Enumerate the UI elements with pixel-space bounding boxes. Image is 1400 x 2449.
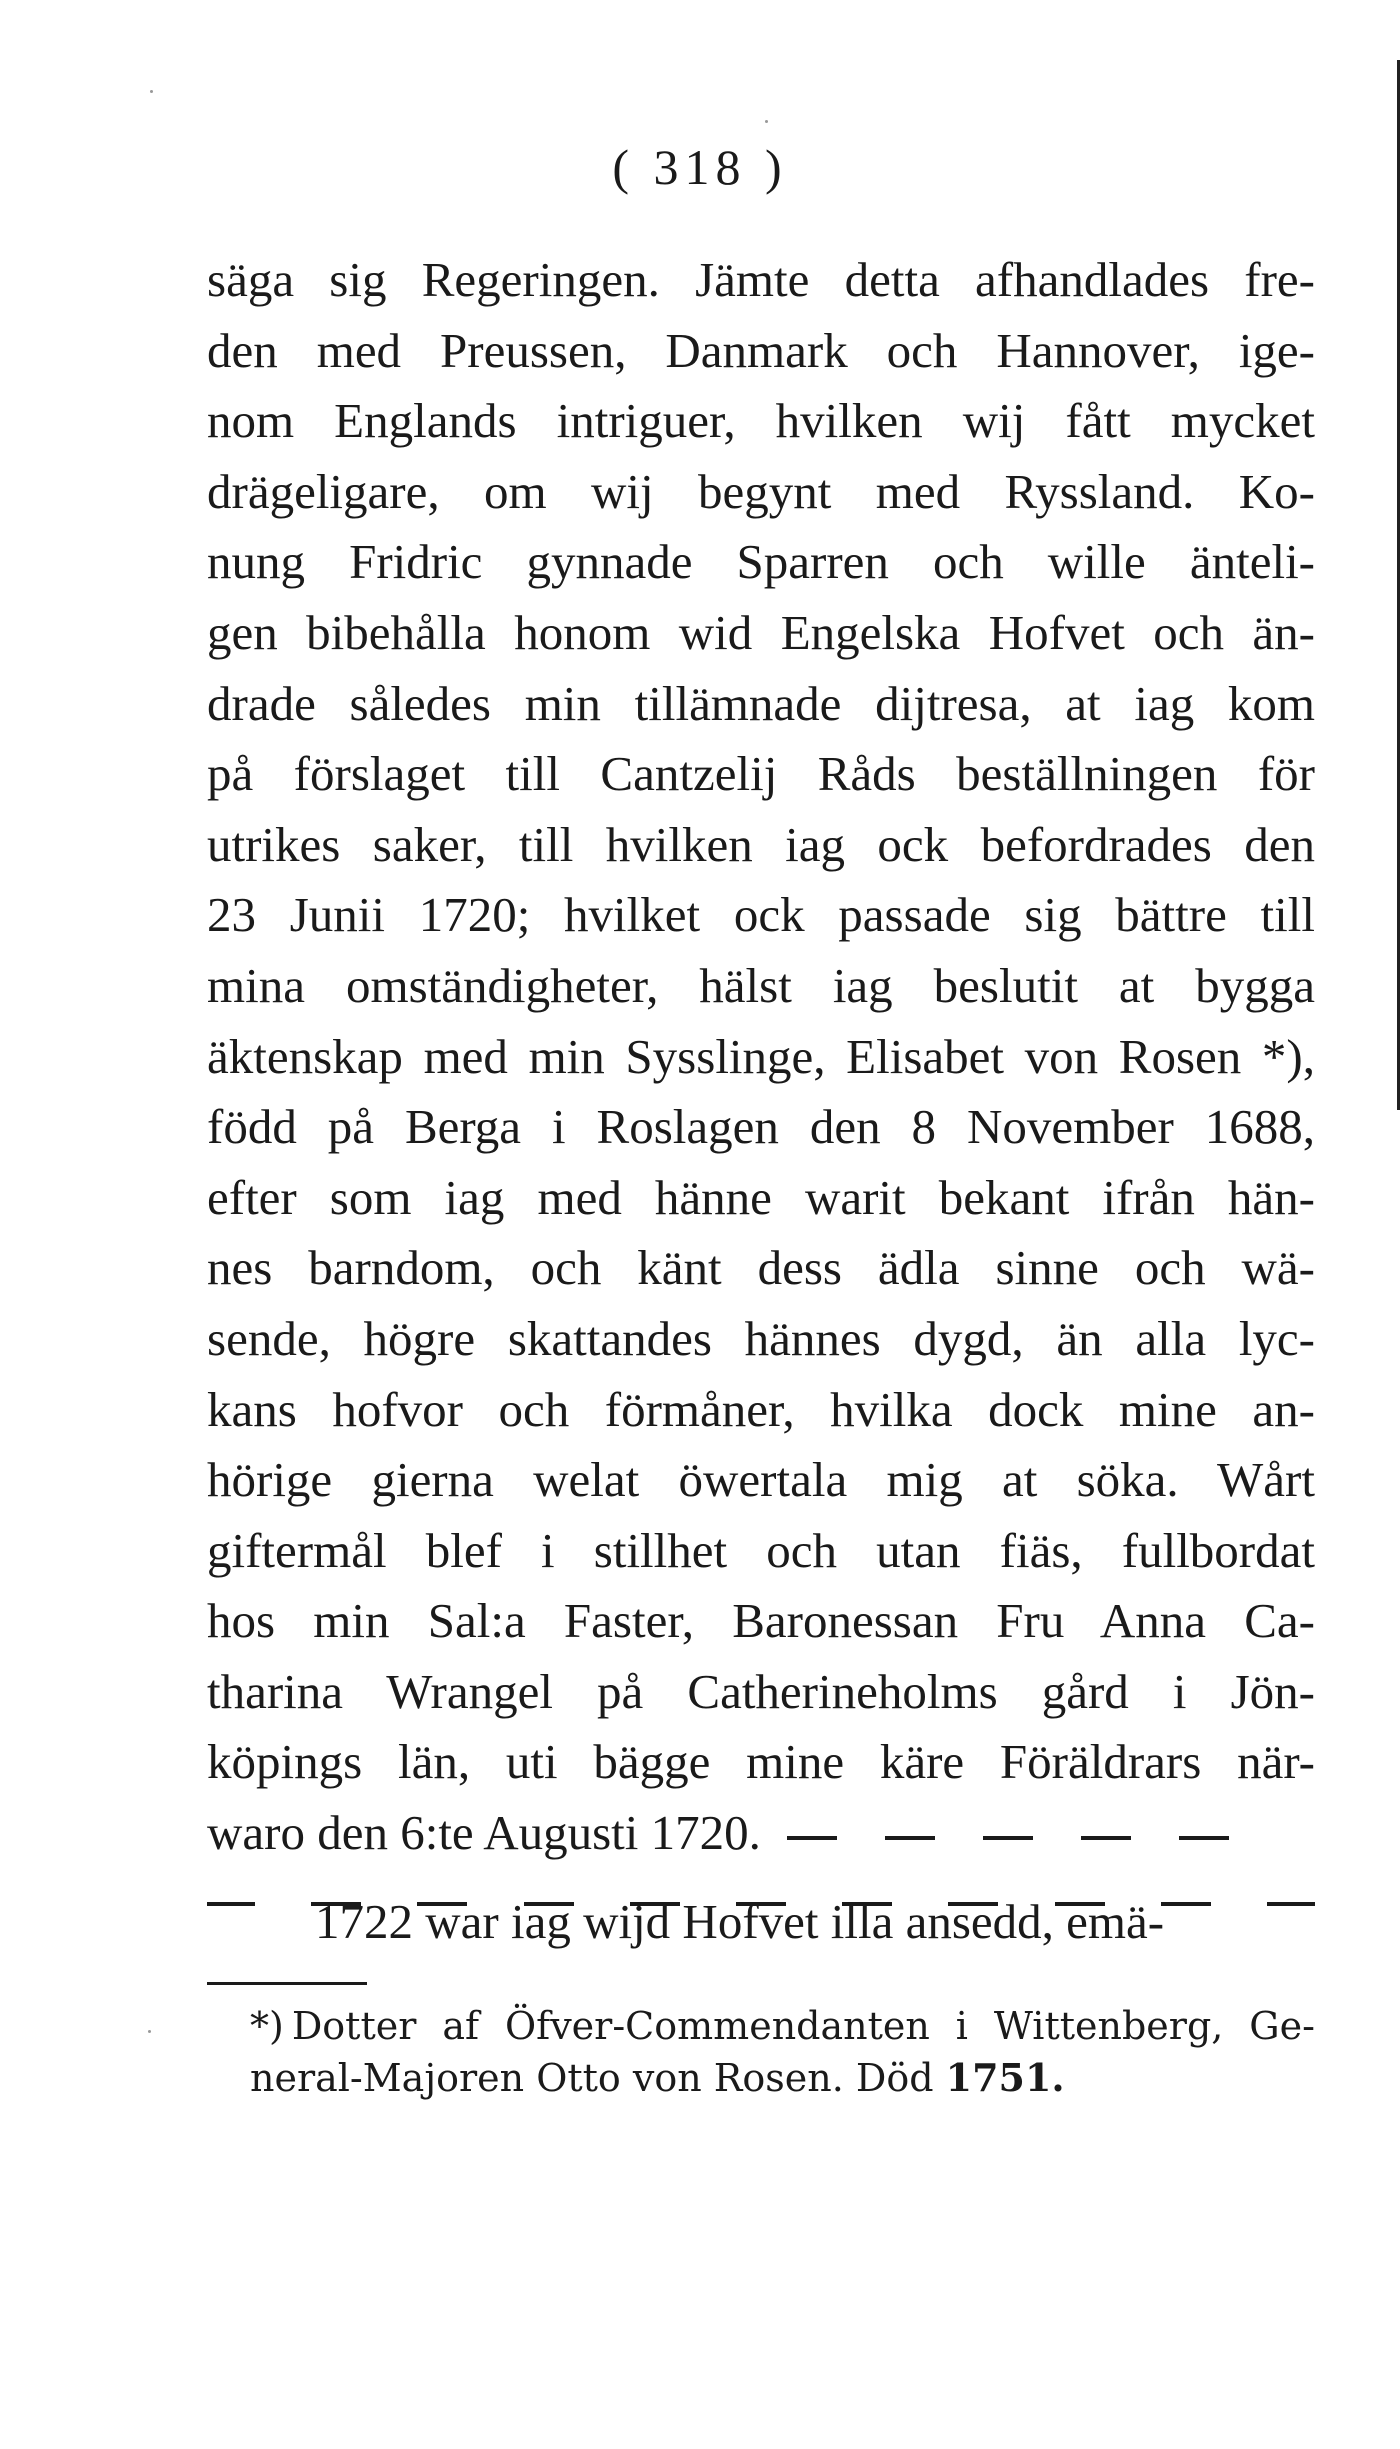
paper-speck [148, 2030, 151, 2033]
footnote-text: neral-Majoren Otto von Rosen. Död [250, 2056, 934, 2100]
text-line: säga sig Regeringen. Jämte detta afhandlades fre- [207, 252, 1315, 307]
second-paragraph [207, 1887, 1315, 1958]
text-line: tharina Wrangel på Catherineholms gård i Jön- [207, 1663, 1315, 1719]
text-line: utrikes saker, till hvilken iag ock befordrades den [207, 816, 1315, 872]
text-line: nom Englands intriguer, hvilken wij fått mycket [207, 393, 1315, 449]
text-line: nung Fridric gynnade Sparren och wille änteli- [207, 534, 1315, 590]
text-line: på förslaget till Cantzelij Råds beställningen för [207, 746, 1315, 802]
text-line: 1722 war iag wijd Hofvet illa ansedd, emä- [315, 1894, 1165, 1949]
footnote-line [250, 2052, 1315, 2104]
text-line: drägeligare, om wij begynt med Ryssland. Ko- [207, 463, 1315, 519]
text-line: efter som iag med hänne warit bekant ifrån hän- [207, 1169, 1315, 1225]
text-line: drade således min tillämnade dijtresa, at iag kom [207, 675, 1315, 731]
text-line: äktenskap med min Sysslinge, Elisabet von Rosen *), [207, 1028, 1315, 1084]
text-line: hos min Sal:a Faster, Baronessan Fru Anna Ca- [207, 1593, 1315, 1649]
paper-speck [150, 90, 153, 93]
text-line: mina omständigheter, hälst iag beslutit at bygga [207, 957, 1315, 1013]
text-line: köpings län, uti bägge mine käre Föräldrars när- [207, 1734, 1315, 1790]
text-line: giftermål blef i stillhet och utan fiäs, fullbordat [207, 1522, 1315, 1578]
footnote-marker: *) [250, 2004, 284, 2048]
text-line: sende, högre skattandes hännes dygd, än alla lyc- [207, 1310, 1315, 1366]
footnote-line [250, 2000, 1315, 2052]
dash-ornament [787, 1836, 1229, 1840]
text-line: gen bibehålla honom wid Engelska Hofvet och än- [207, 604, 1315, 660]
paper-speck [765, 120, 768, 123]
text-line: född på Berga i Roslagen den 8 November 1688, [207, 1099, 1315, 1155]
closing-text: waro den 6:te Augusti 1720. [207, 1805, 761, 1861]
page-number-header: ( 318 ) [612, 139, 788, 195]
text-line-last [207, 1798, 1315, 1869]
footnote [250, 2000, 1315, 2104]
text-line: nes barndom, och känt dess ädla sinne och wä- [207, 1240, 1315, 1296]
text-line: hörige gierna welat öwertala mig at söka. Wårt [207, 1452, 1315, 1508]
footnote-rule [207, 1982, 367, 1985]
footnote-year: 1751. [945, 2055, 1065, 2100]
main-paragraph [207, 245, 1315, 1939]
text-line: den med Preussen, Danmark och Hannover, ige- [207, 322, 1315, 378]
footnote-text: Dotter af Öfver-Commendanten i Wittenberg, Ge- [291, 2004, 1315, 2048]
text-line: kans hofvor och förmåner, hvilka dock mine an- [207, 1381, 1315, 1437]
text-line: 23 Junii 1720; hvilket ock passade sig bättre till [207, 887, 1315, 943]
